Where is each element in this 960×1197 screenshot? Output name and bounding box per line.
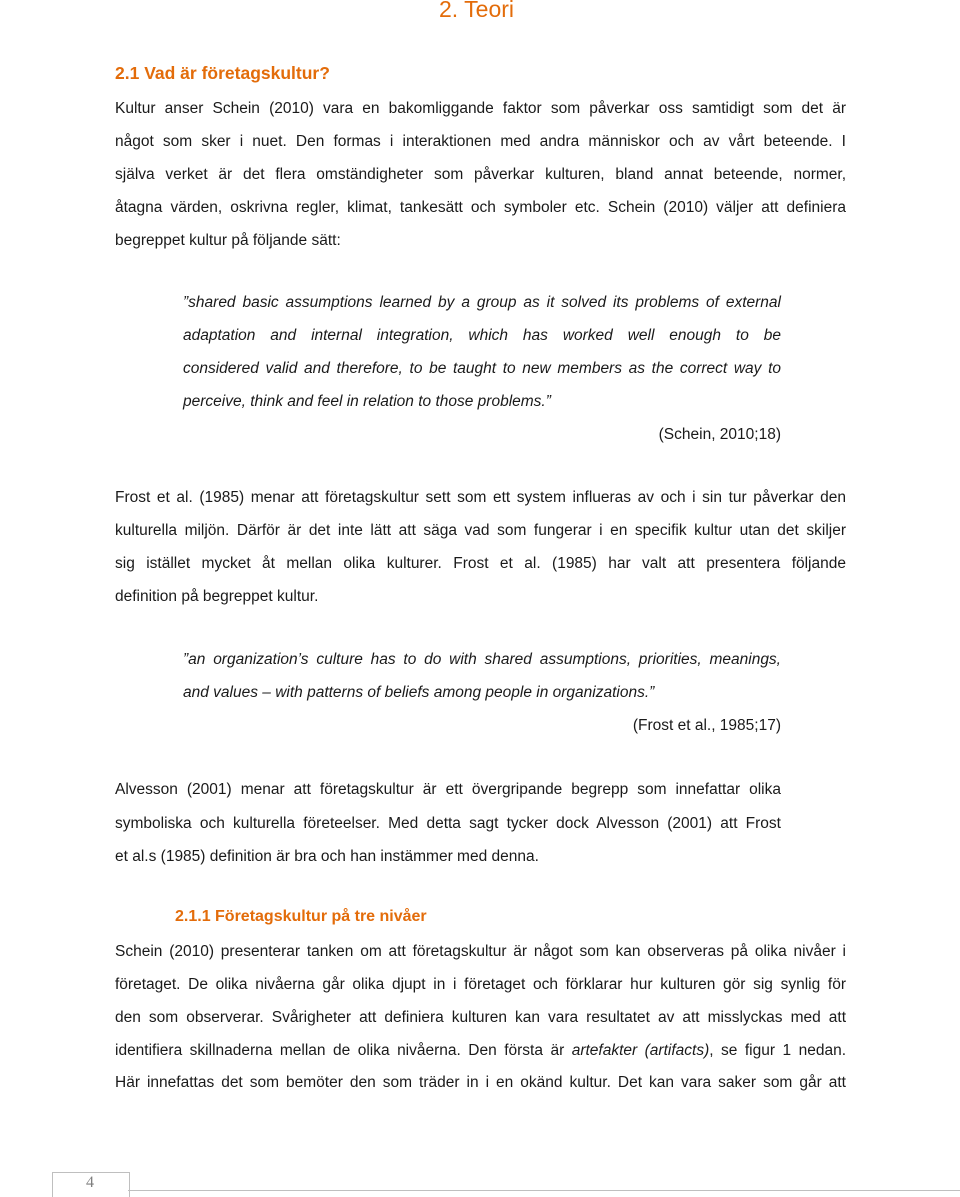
quote1-line-4: perceive, think and feel in relation to those problems.” [183, 393, 551, 410]
para4-line-4-text: identifiera skillnaderna mellan de olika nivåerna. Den första är [115, 1042, 572, 1059]
quote1-citation: (Schein, 2010;18) [658, 426, 781, 443]
para3-line-2: symboliska och kulturella företeelser. Med detta sagt tycker dock Alvesson (2001) att Frost [115, 815, 781, 832]
para3-line-1: Alvesson (2001) menar att företagskultur är ett övergripande begrepp som innefattar olika [115, 781, 781, 798]
para2-line-3: sig istället mycket åt mellan olika kulturer. Frost et al. (1985) har valt att presentera följande [115, 555, 846, 572]
page-number: 4 [86, 1174, 94, 1191]
para1-line-3: själva verket är det flera omständigheter som påverkar kulturen, bland annat beteende, normer, [115, 166, 846, 183]
para2-line-2: kulturella miljön. Därför är det inte lätt att säga vad som fungerar i en specifik kultur utan det skiljer [115, 522, 846, 539]
quote1-line-1: ”shared basic assumptions learned by a group as it solved its problems of external [183, 294, 781, 311]
para4-line-4-tail: , se figur 1 nedan. [709, 1042, 846, 1059]
para4-italic-term: artefakter (artifacts) [571, 1042, 710, 1059]
para1-line-2: något som sker i nuet. Den formas i interaktionen med andra människor och av vårt beteende. I [115, 133, 846, 150]
para2-line-4: definition på begreppet kultur. [115, 588, 319, 605]
para4-line-4 [115, 1039, 846, 1063]
section-heading: 2.1 Vad är företagskultur? [115, 63, 330, 83]
chapter-title: 2. Teori [439, 0, 515, 22]
subsection-heading: 2.1.1 Företagskultur på tre nivåer [175, 908, 427, 925]
para1-line-4: åtagna värden, oskrivna regler, klimat, tankesätt och symboler etc. Schein (2010) väljer att definiera [115, 199, 846, 216]
para1-line-1: Kultur anser Schein (2010) vara en bakomliggande faktor som påverkar oss samtidigt som det är [115, 100, 846, 117]
quote2-line-2: and values – with patterns of beliefs among people in organizations.” [183, 684, 655, 701]
footer-rule [128, 1190, 960, 1191]
para3-line-3: et al.s (1985) definition är bra och han instämmer med denna. [115, 848, 539, 865]
para2-line-1: Frost et al. (1985) menar att företagskultur sett som ett system influeras av och i sin tur påverkar den [115, 489, 846, 506]
quote1-line-3: considered valid and therefore, to be taught to new members as the correct way to [183, 360, 781, 377]
quote2-citation: (Frost et al., 1985;17) [632, 717, 781, 734]
para4-line-2: företaget. De olika nivåerna går olika djupt in i företaget och förklarar hur kulturen gör sig synlig för [115, 976, 846, 993]
quote2-line-1: ”an organization’s culture has to do with shared assumptions, priorities, meanings, [183, 651, 781, 668]
quote1-line-2: adaptation and internal integration, which has worked well enough to be [183, 327, 781, 344]
para4-line-5: Här innefattas det som bemöter den som träder in i en okänd kultur. Det kan vara saker som går att [115, 1074, 846, 1091]
para4-line-1: Schein (2010) presenterar tanken om att företagskultur är något som kan observeras på olika nivåer i [115, 943, 846, 960]
para4-line-3: den som observerar. Svårigheter att definiera kulturen kan vara resultatet av att misslyckas med att [115, 1009, 846, 1026]
para1-line-5: begreppet kultur på följande sätt: [115, 232, 341, 249]
